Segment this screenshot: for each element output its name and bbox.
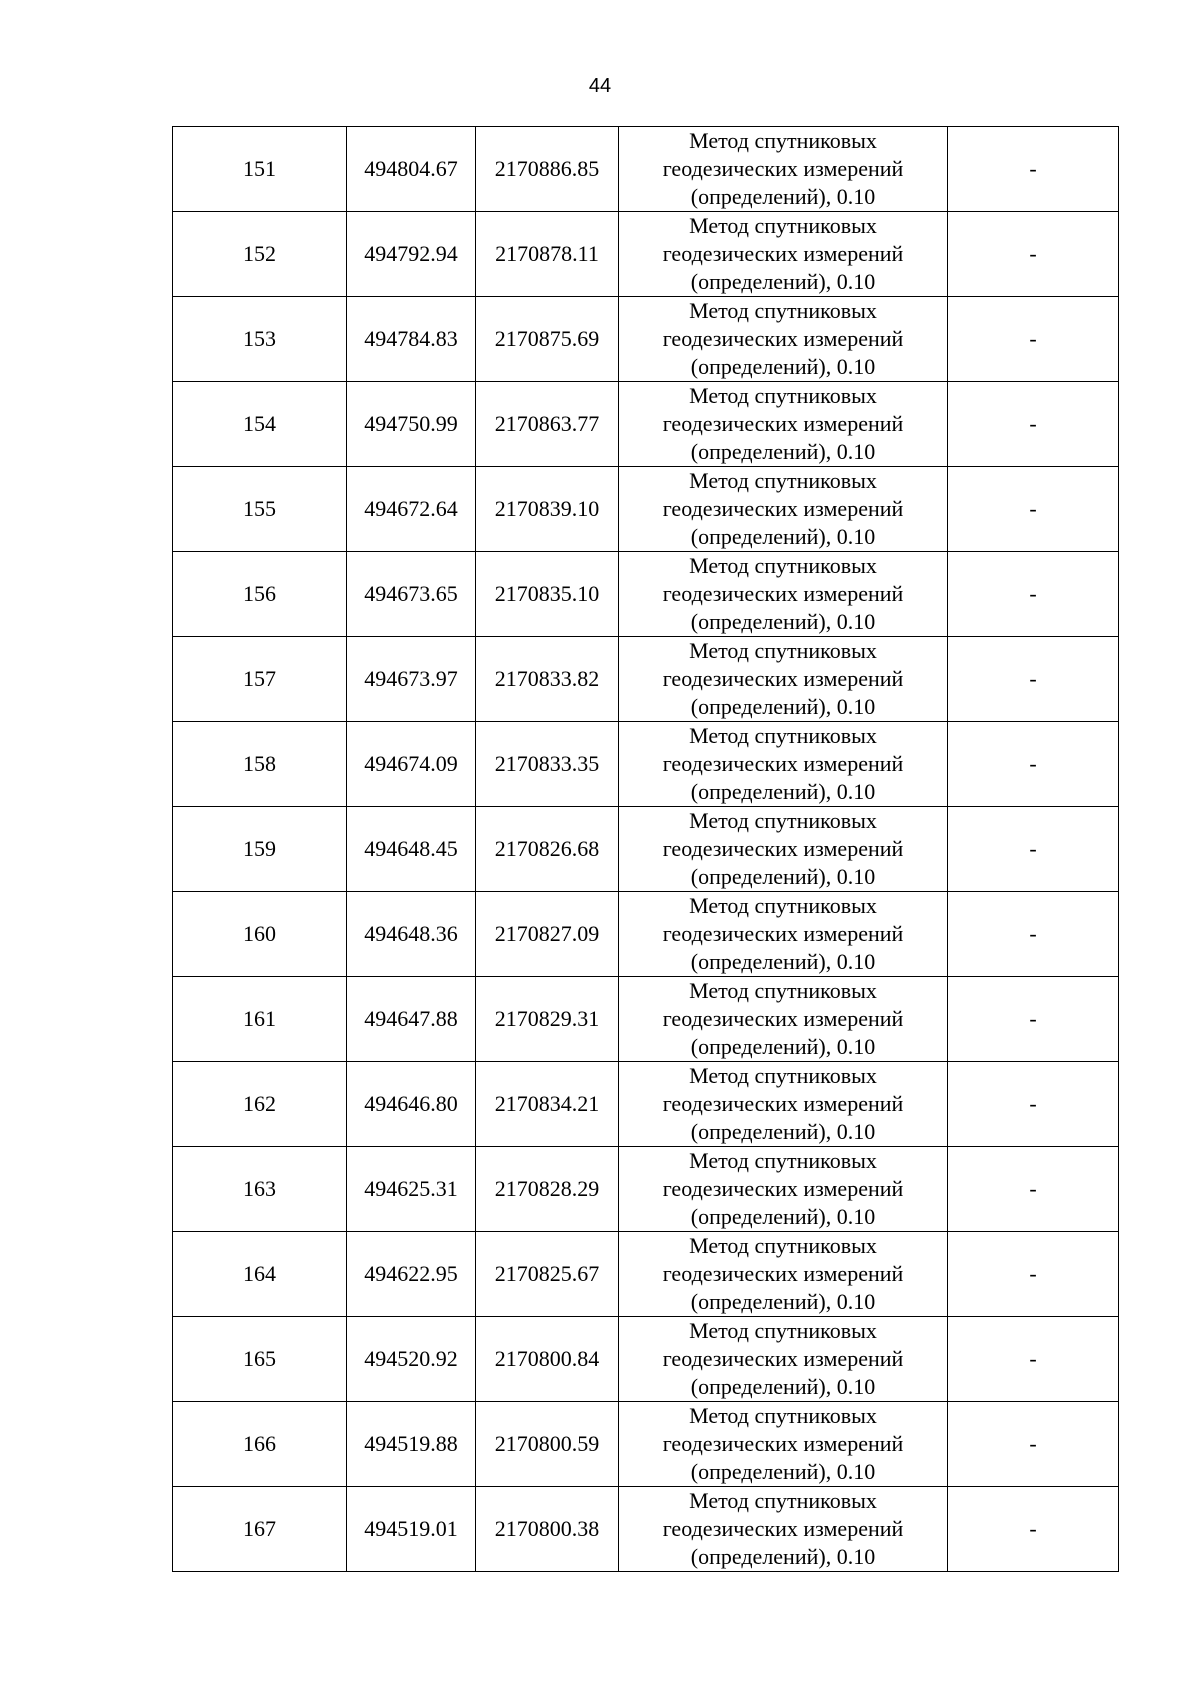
- note-cell: -: [948, 467, 1119, 552]
- point-number-cell: 161: [173, 977, 347, 1062]
- method-cell: [619, 467, 948, 552]
- coordinates-table-body: [173, 127, 1119, 1572]
- method-cell: [619, 552, 948, 637]
- method-text-line: (определений), 0.10: [690, 949, 876, 974]
- table-row: [173, 467, 1119, 552]
- method-cell: [619, 1487, 948, 1572]
- note-cell: -: [948, 127, 1119, 212]
- method-cell: [619, 127, 948, 212]
- table-row: [173, 1402, 1119, 1487]
- note-cell: -: [948, 552, 1119, 637]
- method-text-line: геодезических измерений: [662, 1006, 904, 1031]
- table-row: [173, 212, 1119, 297]
- table-row: [173, 977, 1119, 1062]
- point-number-cell: 164: [173, 1232, 347, 1317]
- y-coordinate-cell: 2170886.85: [476, 127, 619, 212]
- x-coordinate-cell: 494648.45: [347, 807, 476, 892]
- y-coordinate-cell: 2170827.09: [476, 892, 619, 977]
- note-cell: -: [948, 297, 1119, 382]
- table-row: [173, 892, 1119, 977]
- method-cell: [619, 1317, 948, 1402]
- method-text-line: геодезических измерений: [662, 1261, 904, 1286]
- method-text-line: Метод спутниковых: [689, 213, 877, 238]
- x-coordinate-cell: 494622.95: [347, 1232, 476, 1317]
- method-text-line: (определений), 0.10: [690, 1459, 876, 1484]
- y-coordinate-cell: 2170800.84: [476, 1317, 619, 1402]
- note-cell: -: [948, 382, 1119, 467]
- method-cell: [619, 1147, 948, 1232]
- method-cell: [619, 297, 948, 382]
- point-number-cell: 165: [173, 1317, 347, 1402]
- method-cell: [619, 892, 948, 977]
- point-number-cell: 156: [173, 552, 347, 637]
- y-coordinate-cell: 2170878.11: [476, 212, 619, 297]
- method-text-line: геодезических измерений: [662, 496, 904, 521]
- method-text-line: Метод спутниковых: [689, 298, 877, 323]
- method-cell: [619, 1232, 948, 1317]
- method-text-line: геодезических измерений: [662, 921, 904, 946]
- method-text-line: Метод спутниковых: [689, 383, 877, 408]
- note-cell: -: [948, 637, 1119, 722]
- method-text-line: Метод спутниковых: [689, 638, 877, 663]
- method-text-line: (определений), 0.10: [690, 1544, 876, 1569]
- method-text-line: Метод спутниковых: [689, 1403, 877, 1428]
- point-number-cell: 166: [173, 1402, 347, 1487]
- method-text-line: геодезических измерений: [662, 666, 904, 691]
- table-row: [173, 637, 1119, 722]
- method-text-line: геодезических измерений: [662, 836, 904, 861]
- x-coordinate-cell: 494673.97: [347, 637, 476, 722]
- note-cell: -: [948, 722, 1119, 807]
- method-text-line: (определений), 0.10: [690, 1374, 876, 1399]
- y-coordinate-cell: 2170825.67: [476, 1232, 619, 1317]
- x-coordinate-cell: 494520.92: [347, 1317, 476, 1402]
- note-cell: -: [948, 212, 1119, 297]
- point-number-cell: 152: [173, 212, 347, 297]
- point-number-cell: 158: [173, 722, 347, 807]
- method-text-line: Метод спутниковых: [689, 1063, 877, 1088]
- method-text-line: Метод спутниковых: [689, 723, 877, 748]
- x-coordinate-cell: 494672.64: [347, 467, 476, 552]
- note-cell: -: [948, 1487, 1119, 1572]
- method-text-line: геодезических измерений: [662, 1176, 904, 1201]
- method-text-line: геодезических измерений: [662, 411, 904, 436]
- point-number-cell: 160: [173, 892, 347, 977]
- method-text-line: (определений), 0.10: [690, 1204, 876, 1229]
- method-text-line: геодезических измерений: [662, 1091, 904, 1116]
- point-number-cell: 151: [173, 127, 347, 212]
- table-row: [173, 807, 1119, 892]
- note-cell: -: [948, 1402, 1119, 1487]
- table-row: [173, 382, 1119, 467]
- table-row: [173, 1062, 1119, 1147]
- method-text-line: геодезических измерений: [662, 751, 904, 776]
- x-coordinate-cell: 494519.01: [347, 1487, 476, 1572]
- point-number-cell: 153: [173, 297, 347, 382]
- method-text-line: (определений), 0.10: [690, 694, 876, 719]
- method-cell: [619, 977, 948, 1062]
- point-number-cell: 155: [173, 467, 347, 552]
- y-coordinate-cell: 2170833.35: [476, 722, 619, 807]
- y-coordinate-cell: 2170833.82: [476, 637, 619, 722]
- y-coordinate-cell: 2170828.29: [476, 1147, 619, 1232]
- method-text-line: Метод спутниковых: [689, 1233, 877, 1258]
- y-coordinate-cell: 2170875.69: [476, 297, 619, 382]
- point-number-cell: 163: [173, 1147, 347, 1232]
- point-number-cell: 167: [173, 1487, 347, 1572]
- point-number-cell: 162: [173, 1062, 347, 1147]
- table-row: [173, 297, 1119, 382]
- note-cell: -: [948, 1232, 1119, 1317]
- note-cell: -: [948, 1062, 1119, 1147]
- coordinates-table: [172, 126, 1119, 1572]
- note-cell: -: [948, 1317, 1119, 1402]
- method-text-line: Метод спутниковых: [689, 1318, 877, 1343]
- method-text-line: Метод спутниковых: [689, 893, 877, 918]
- y-coordinate-cell: 2170835.10: [476, 552, 619, 637]
- method-text-line: геодезических измерений: [662, 1431, 904, 1456]
- x-coordinate-cell: 494792.94: [347, 212, 476, 297]
- method-text-line: Метод спутниковых: [689, 808, 877, 833]
- y-coordinate-cell: 2170834.21: [476, 1062, 619, 1147]
- method-text-line: Метод спутниковых: [689, 468, 877, 493]
- y-coordinate-cell: 2170826.68: [476, 807, 619, 892]
- method-text-line: геодезических измерений: [662, 581, 904, 606]
- method-cell: [619, 212, 948, 297]
- method-text-line: (определений), 0.10: [690, 184, 876, 209]
- x-coordinate-cell: 494646.80: [347, 1062, 476, 1147]
- method-text-line: (определений), 0.10: [690, 864, 876, 889]
- method-text-line: (определений), 0.10: [690, 1289, 876, 1314]
- x-coordinate-cell: 494673.65: [347, 552, 476, 637]
- x-coordinate-cell: 494674.09: [347, 722, 476, 807]
- x-coordinate-cell: 494804.67: [347, 127, 476, 212]
- method-text-line: геодезических измерений: [662, 326, 904, 351]
- x-coordinate-cell: 494648.36: [347, 892, 476, 977]
- table-row: [173, 722, 1119, 807]
- method-text-line: (определений), 0.10: [690, 1119, 876, 1144]
- method-text-line: (определений), 0.10: [690, 354, 876, 379]
- method-text-line: (определений), 0.10: [690, 269, 876, 294]
- method-cell: [619, 722, 948, 807]
- method-text-line: геодезических измерений: [662, 241, 904, 266]
- x-coordinate-cell: 494625.31: [347, 1147, 476, 1232]
- table-row: [173, 1487, 1119, 1572]
- method-text-line: Метод спутниковых: [689, 553, 877, 578]
- method-cell: [619, 807, 948, 892]
- point-number-cell: 154: [173, 382, 347, 467]
- method-text-line: Метод спутниковых: [689, 1148, 877, 1173]
- y-coordinate-cell: 2170800.59: [476, 1402, 619, 1487]
- x-coordinate-cell: 494647.88: [347, 977, 476, 1062]
- y-coordinate-cell: 2170863.77: [476, 382, 619, 467]
- table-row: [173, 552, 1119, 637]
- method-cell: [619, 637, 948, 722]
- table-row: [173, 1147, 1119, 1232]
- note-cell: -: [948, 977, 1119, 1062]
- y-coordinate-cell: 2170829.31: [476, 977, 619, 1062]
- method-text-line: (определений), 0.10: [690, 779, 876, 804]
- method-text-line: Метод спутниковых: [689, 128, 877, 153]
- note-cell: -: [948, 892, 1119, 977]
- method-text-line: (определений), 0.10: [690, 524, 876, 549]
- method-cell: [619, 1062, 948, 1147]
- method-text-line: Метод спутниковых: [689, 978, 877, 1003]
- method-text-line: геодезических измерений: [662, 156, 904, 181]
- method-text-line: Метод спутниковых: [689, 1488, 877, 1513]
- method-text-line: (определений), 0.10: [690, 1034, 876, 1059]
- table-row: [173, 1232, 1119, 1317]
- x-coordinate-cell: 494750.99: [347, 382, 476, 467]
- method-text-line: (определений), 0.10: [690, 609, 876, 634]
- method-cell: [619, 1402, 948, 1487]
- x-coordinate-cell: 494519.88: [347, 1402, 476, 1487]
- y-coordinate-cell: 2170839.10: [476, 467, 619, 552]
- x-coordinate-cell: 494784.83: [347, 297, 476, 382]
- method-text-line: геодезических измерений: [662, 1516, 904, 1541]
- method-text-line: геодезических измерений: [662, 1346, 904, 1371]
- point-number-cell: 159: [173, 807, 347, 892]
- point-number-cell: 157: [173, 637, 347, 722]
- note-cell: -: [948, 1147, 1119, 1232]
- table-row: [173, 1317, 1119, 1402]
- page-number: 44: [588, 75, 612, 97]
- y-coordinate-cell: 2170800.38: [476, 1487, 619, 1572]
- method-text-line: (определений), 0.10: [690, 439, 876, 464]
- table-row: [173, 127, 1119, 212]
- note-cell: -: [948, 807, 1119, 892]
- method-cell: [619, 382, 948, 467]
